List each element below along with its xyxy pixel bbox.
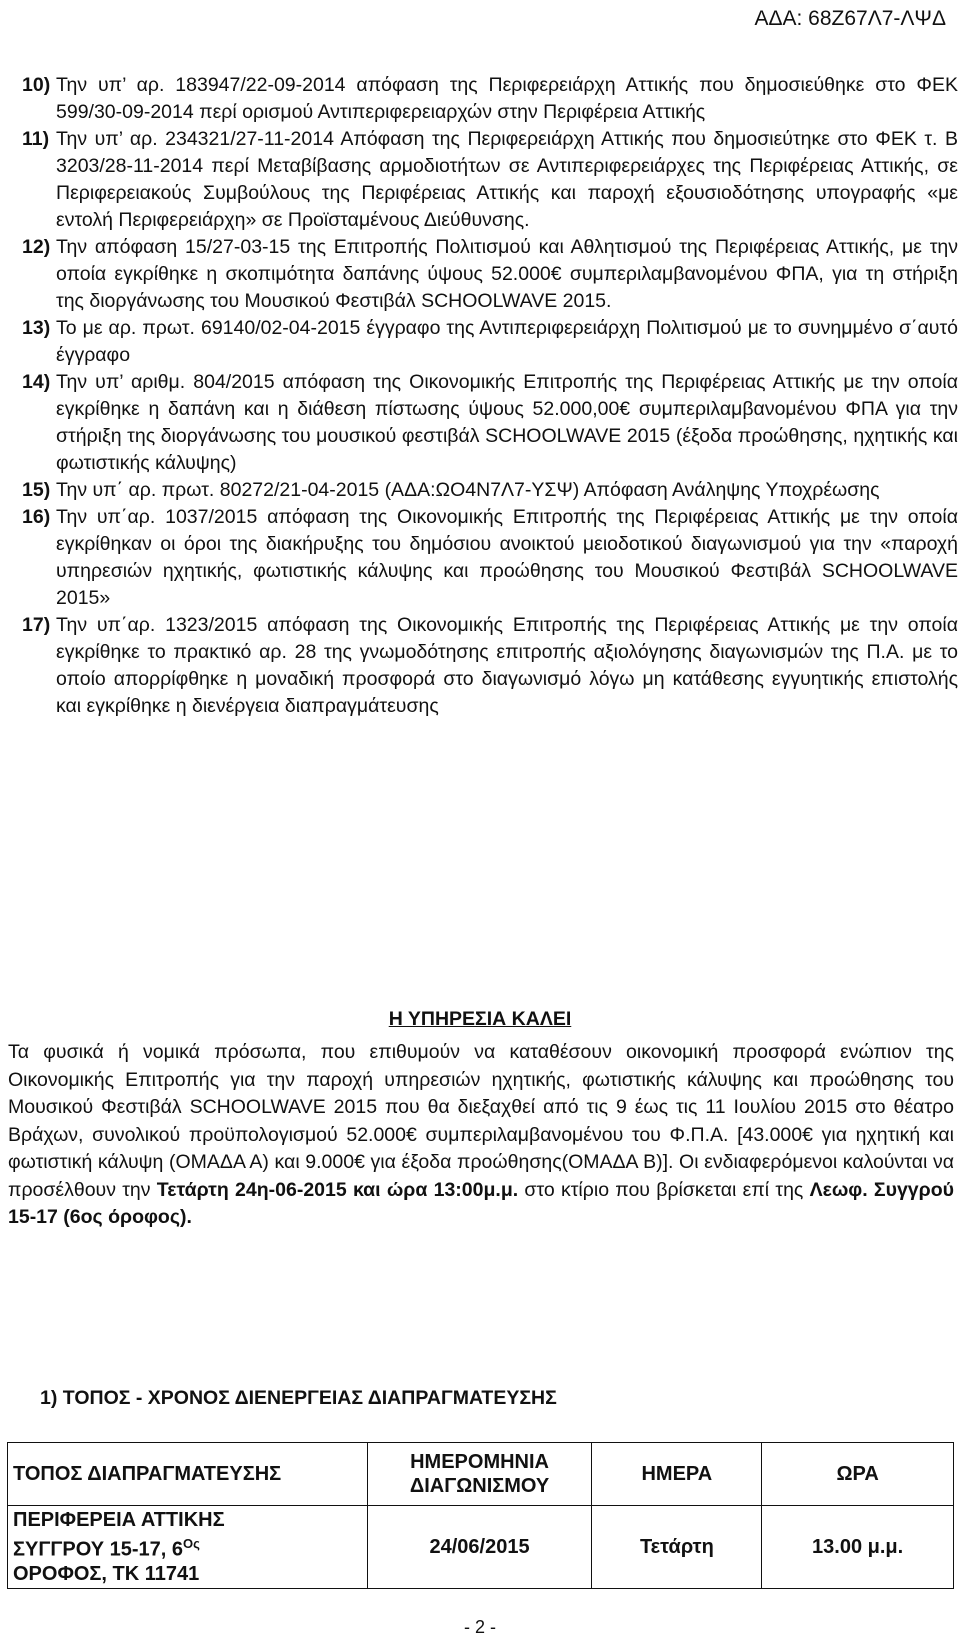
header-date-line2: ΔΙΑΓΩΝΙΣΜΟΥ	[409, 1475, 550, 1497]
invitation-address: Λεωφ. Συγγρού 15-17 (6ος όροφος).	[8, 1178, 954, 1228]
place-line3: ΟΡΟΦΟΣ, ΤΚ 11741	[13, 1562, 200, 1585]
list-item	[22, 315, 958, 369]
table-row	[8, 1506, 954, 1589]
page-number: - 2 -	[463, 1617, 496, 1637]
invitation-paragraph	[8, 1039, 954, 1232]
place-line1: ΠΕΡΙΦΕΡΕΙΑ ΑΤΤΙΚΗΣ	[13, 1509, 225, 1532]
list-item-number: 11)	[22, 128, 50, 150]
list-item	[22, 369, 958, 477]
cell-time: 13.00 μ.μ.	[762, 1506, 954, 1589]
list-item-text: Την υπ΄αρ. 1323/2015 απόφαση της Οικονομικής Επιτροπής της Περιφέρειας Αττικής με την οποία εγκρίθηκε το πρακτικό αρ. 28 της γνωμοδότησης επιτροπής αξιολόγησης διαγωνισμών της Π.Α. με το οποίο απορρίφθηκε η μοναδική προσφορά στο διαγωνισμό λόγω μη κατάθεσης εγγυητικής επιστολής και εγκρίθηκε η διενέργεια διαπραγμάτευσης	[56, 614, 958, 717]
header-date	[367, 1443, 592, 1506]
list-item-text: Την υπ’ αριθμ. 804/2015 απόφαση της Οικονομικής Επιτροπής της Περιφέρειας Αττικής με την οποία εγκρίθηκε η δαπάνη και η διάθεση πίστωσης ύψους 52.000,00€ συμπεριλαμβανομένου ΦΠΑ για την στήριξη της διοργάνωσης του μουσικού φεστιβάλ SCHOOLWAVE 2015 (έξοδα προώθησης, ηχητικής και φωτιστικής κάλυψης)	[56, 371, 958, 474]
list-item-number: 13)	[22, 317, 51, 339]
cell-day: Τετάρτη	[592, 1506, 762, 1589]
header-day: ΗΜΕΡΑ	[592, 1443, 762, 1506]
list-item	[22, 234, 958, 315]
header-place: ΤΟΠΟΣ ΔΙΑΠΡΑΓΜΑΤΕΥΣΗΣ	[8, 1443, 368, 1506]
table-header-row	[8, 1443, 954, 1506]
section-heading: 1) ΤΟΠΟΣ - ΧΡΟΝΟΣ ΔΙΕΝΕΡΓΕΙΑΣ ΔΙΑΠΡΑΓΜΑΤΕΥΣΗΣ	[40, 1387, 557, 1409]
negotiation-table	[7, 1442, 954, 1589]
header-date-line1: ΗΜΕΡΟΜΗΝΙΑ	[410, 1451, 549, 1473]
list-item-text: Την υπ΄ αρ. πρωτ. 80272/21-04-2015 (ΑΔΑ:ΩΟ4Ν7Λ7-ΥΣΨ) Απόφαση Ανάληψης Υποχρέωσης	[56, 479, 880, 501]
invitation-text-2: στο κτίριο που βρίσκεται επί της	[518, 1178, 810, 1201]
list-item-number: 12)	[22, 236, 51, 258]
list-item-text: Την υπ’ αρ. 183947/22-09-2014 απόφαση της Περιφερειάρχη Αττικής που δημοσιεύθηκε στο ΦΕΚ 599/30-09-2014 περί ορισμού Αντιπεριφερειαρχών στην Περιφέρεια Αττικής	[56, 74, 958, 123]
list-item-text: Το με αρ. πρωτ. 69140/02-04-2015 έγγραφο της Αντιπεριφερειάρχη Πολιτισμού με το συνημμένο σ΄αυτό έγγραφο	[56, 317, 958, 366]
place-superscript: Ος	[183, 1536, 200, 1552]
header-time: ΩΡΑ	[762, 1443, 954, 1506]
service-title: Η ΥΠΗΡΕΣΙΑ ΚΑΛΕΙ	[388, 1008, 572, 1030]
list-item	[22, 126, 958, 234]
list-item-number: 15)	[22, 479, 51, 501]
list-item	[22, 477, 958, 504]
list-item-text: Την απόφαση 15/27-03-15 της Επιτροπής Πολιτισμού και Αθλητισμού της Περιφέρειας Αττικής, με την οποία εγκρίθηκε η σκοπιμότητα δαπάνης ύψους 52.000€ συμπεριλαμβανομένου ΦΠΑ, για τη στήριξη της διοργάνωσης του Μουσικού Φεστιβάλ SCHOOLWAVE 2015.	[56, 236, 958, 312]
invitation-date-time: Τετάρτη 24η-06-2015 και ώρα 13:00μ.μ.	[156, 1178, 519, 1201]
list-item-number: 10)	[22, 74, 51, 96]
cell-place	[8, 1506, 368, 1589]
list-item	[22, 504, 958, 612]
list-item-text: Την υπ’ αρ. 234321/27-11-2014 Απόφαση της Περιφερειάρχη Αττικής που δημοσιεύτηκε στο ΦΕΚ τ. Β 3203/28-11-2014 περί Μεταβίβασης αρμοδιοτήτων σε Αντιπεριφερειάρχες της Περιφέρειας Αττικής, σε Περιφερειακούς Συμβούλους της Περιφέρειας Αττικής και παροχή εξουσιοδότησης υπογραφής «με εντολή Περιφερειάρχη» σε Προϊσταμένους Διεύθυνσης.	[56, 128, 958, 231]
invitation-text-1: Τα φυσικά ή νομικά πρόσωπα, που επιθυμούν να καταθέσουν οικονομική προσφορά ενώπιον της Οικονομικής Επιτροπής για την παροχή υπηρεσιών ηχητικής, φωτιστικής κάλυψης και προώθησης του Μουσικού Φεστιβάλ SCHOOLWAVE 2015 που θα διεξαχθεί από τις 9 έως τις 11 Ιουλίου 2015 στο θέατρο Βράχων, συνολικού προϋπολογισμού 52.000€ συμπεριλαμβανομένου του Φ.Π.Α. [43.000€ για ηχητική και φωτιστική κάλυψη (ΟΜΑΔΑ Α) και 9.000€ για έξοδα προώθησης(ΟΜΑΔΑ Β)]. Οι ενδιαφερόμενοι καλούνται να προσέλθουν την	[8, 1041, 954, 1201]
list-item-number: 14)	[22, 371, 51, 393]
considerations-list	[22, 72, 958, 720]
list-item	[22, 72, 958, 126]
place-line2: ΣΥΓΓΡΟΥ 15-17, $6^{O\varsigma}$	[13, 1536, 200, 1561]
list-item-number: 16)	[22, 506, 51, 528]
list-item-number: 17)	[22, 614, 51, 636]
cell-date: 24/06/2015	[367, 1506, 592, 1589]
list-item-text: Την υπ΄αρ. 1037/2015 απόφαση της Οικονομικής Επιτροπής της Περιφέρειας Αττικής με την οποία εγκρίθηκαν οι όροι της διακήρυξης του δημόσιου ανοικτού μειοδοτικού διαγωνισμού για την «παροχή υπηρεσιών ηχητικής, φωτιστικής κάλυψης και προώθησης του Μουσικού Φεστιβάλ SCHOOLWAVE 2015»	[56, 506, 958, 609]
ada-code: ΑΔΑ: 68Ζ67Λ7-ΛΨΔ	[754, 7, 946, 30]
list-item	[22, 612, 958, 720]
